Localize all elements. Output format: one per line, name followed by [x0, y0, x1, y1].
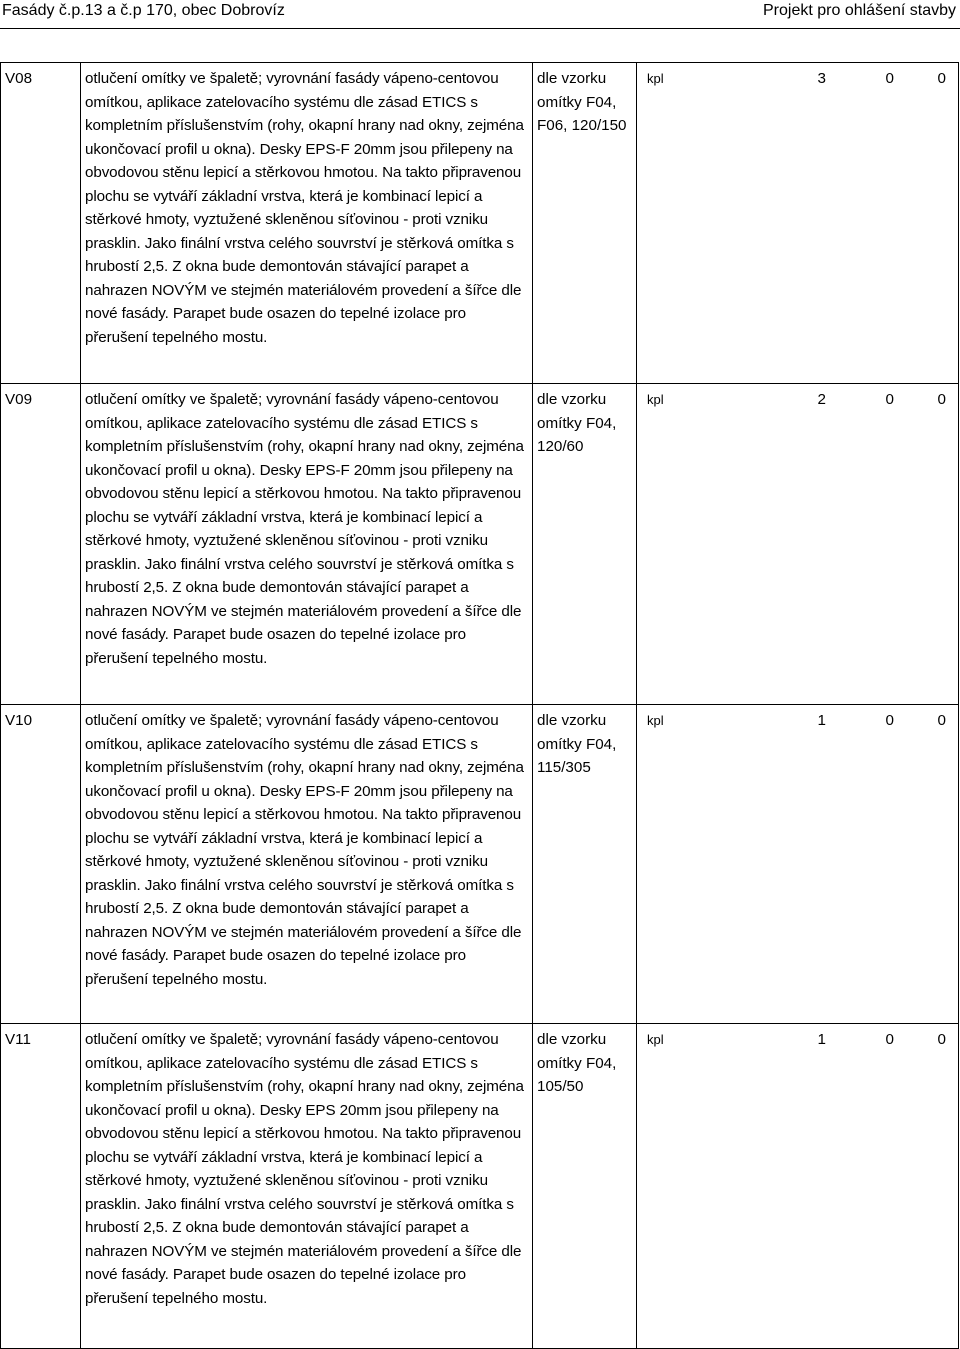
items-table [0, 62, 959, 1349]
header-divider [0, 28, 960, 29]
item-quantities [637, 1024, 959, 1349]
item-code: V11 [1, 1024, 81, 1349]
item-quantity-2: 0 [885, 70, 894, 87]
item-unit: kpl [647, 713, 664, 728]
item-quantity-3: 0 [937, 391, 946, 408]
item-description: otlučení omítky ve špaletě; vyrovnání fasády vápeno-centovou omítkou, aplikace zatelovacího systému dle zásad ETICS s kompletním příslušenstvím (rohy, okapní hrany nad okny, zejména ukončovací profil u okna). Desky EPS-F 20mm jsou přilepeny na obvodovou stěnu lepicí a stěrkovou hmotou. Na takto připravenou plochu se vytváří základní vrstva, která je kombinací lepicí a stěrkové hmoty, vyztužené skleněnou síťovinou - proti vzniku prasklin. Jako finální vrstva celého souvrství je stěrková omítka s hrubostí 2,5. Z okna bude demontován stávající parapet a nahrazen NOVÝM ve stejmén materiálovém provedení a šířce dle nové fasády. Parapet bude osazen do tepelné izolace pro přerušení tepelného mostu. [81, 63, 533, 384]
item-description: otlučení omítky ve špaletě; vyrovnání fasády vápeno-centovou omítkou, aplikace zatelovacího systému dle zásad ETICS s kompletním příslušenstvím (rohy, okapní hrany nad okny, zejména ukončovací profil u okna). Desky EPS-F 20mm jsou přilepeny na obvodovou stěnu lepicí a stěrkovou hmotou. Na takto připravenou plochu se vytváří základní vrstva, která je kombinací lepicí a stěrkové hmoty, vyztužené skleněnou síťovinou - proti vzniku prasklin. Jako finální vrstva celého souvrství je stěrková omítka s hrubostí 2,5. Z okna bude demontován stávající parapet a nahrazen NOVÝM ve stejmén materiálovém provedení a šířce dle nové fasády. Parapet bude osazen do tepelné izolace pro přerušení tepelného mostu. [81, 384, 533, 705]
item-quantities [637, 384, 959, 705]
item-quantities [637, 63, 959, 384]
item-quantity: 2 [817, 391, 826, 408]
table-row [1, 1024, 959, 1349]
table-row [1, 384, 959, 705]
table-row [1, 63, 959, 384]
item-quantity: 1 [817, 712, 826, 729]
item-quantity-3: 0 [937, 70, 946, 87]
item-quantity: 3 [817, 70, 826, 87]
item-unit: kpl [647, 71, 664, 86]
item-quantity-2: 0 [885, 1031, 894, 1048]
item-reference: dle vzorku omítky F04, F06, 120/150 [533, 63, 637, 384]
item-unit: kpl [647, 1032, 664, 1047]
page-header [0, 0, 960, 30]
document-stage: Projekt pro ohlášení stavby [763, 2, 956, 19]
item-quantity: 1 [817, 1031, 826, 1048]
item-description: otlučení omítky ve špaletě; vyrovnání fasády vápeno-centovou omítkou, aplikace zatelovacího systému dle zásad ETICS s kompletním příslušenstvím (rohy, okapní hrany nad okny, zejména ukončovací profil u okna). Desky EPS 20mm jsou přilepeny na obvodovou stěnu lepicí a stěrkovou hmotou. Na takto připravenou plochu se vytváří základní vrstva, která je kombinací lepicí a stěrkové hmoty, vyztužené skleněnou síťovinou - proti vzniku prasklin. Jako finální vrstva celého souvrství je stěrková omítka s hrubostí 2,5. Z okna bude demontován stávající parapet a nahrazen NOVÝM ve stejmén materiálovém provedení a šířce dle nové fasády. Parapet bude osazen do tepelné izolace pro přerušení tepelného mostu. [81, 1024, 533, 1349]
item-code: V08 [1, 63, 81, 384]
table-row [1, 705, 959, 1024]
item-code: V10 [1, 705, 81, 1024]
item-unit: kpl [647, 392, 664, 407]
item-quantities [637, 705, 959, 1024]
item-quantity-2: 0 [885, 712, 894, 729]
item-description: otlučení omítky ve špaletě; vyrovnání fasády vápeno-centovou omítkou, aplikace zatelovacího systému dle zásad ETICS s kompletním příslušenstvím (rohy, okapní hrany nad okny, zejména ukončovací profil u okna). Desky EPS-F 20mm jsou přilepeny na obvodovou stěnu lepicí a stěrkovou hmotou. Na takto připravenou plochu se vytváří základní vrstva, která je kombinací lepicí a stěrkové hmoty, vyztužené skleněnou síťovinou - proti vzniku prasklin. Jako finální vrstva celého souvrství je stěrková omítka s hrubostí 2,5. Z okna bude demontován stávající parapet a nahrazen NOVÝM ve stejmén materiálovém provedení a šířce dle nové fasády. Parapet bude osazen do tepelné izolace pro přerušení tepelného mostu. [81, 705, 533, 1024]
item-code: V09 [1, 384, 81, 705]
item-reference: dle vzorku omítky F04, 115/305 [533, 705, 637, 1024]
item-quantity-3: 0 [937, 712, 946, 729]
item-reference: dle vzorku omítky F04, 120/60 [533, 384, 637, 705]
item-quantity-3: 0 [937, 1031, 946, 1048]
item-reference: dle vzorku omítky F04, 105/50 [533, 1024, 637, 1349]
document-title: Fasády č.p.13 a č.p 170, obec Dobrovíz [2, 2, 285, 19]
item-quantity-2: 0 [885, 391, 894, 408]
